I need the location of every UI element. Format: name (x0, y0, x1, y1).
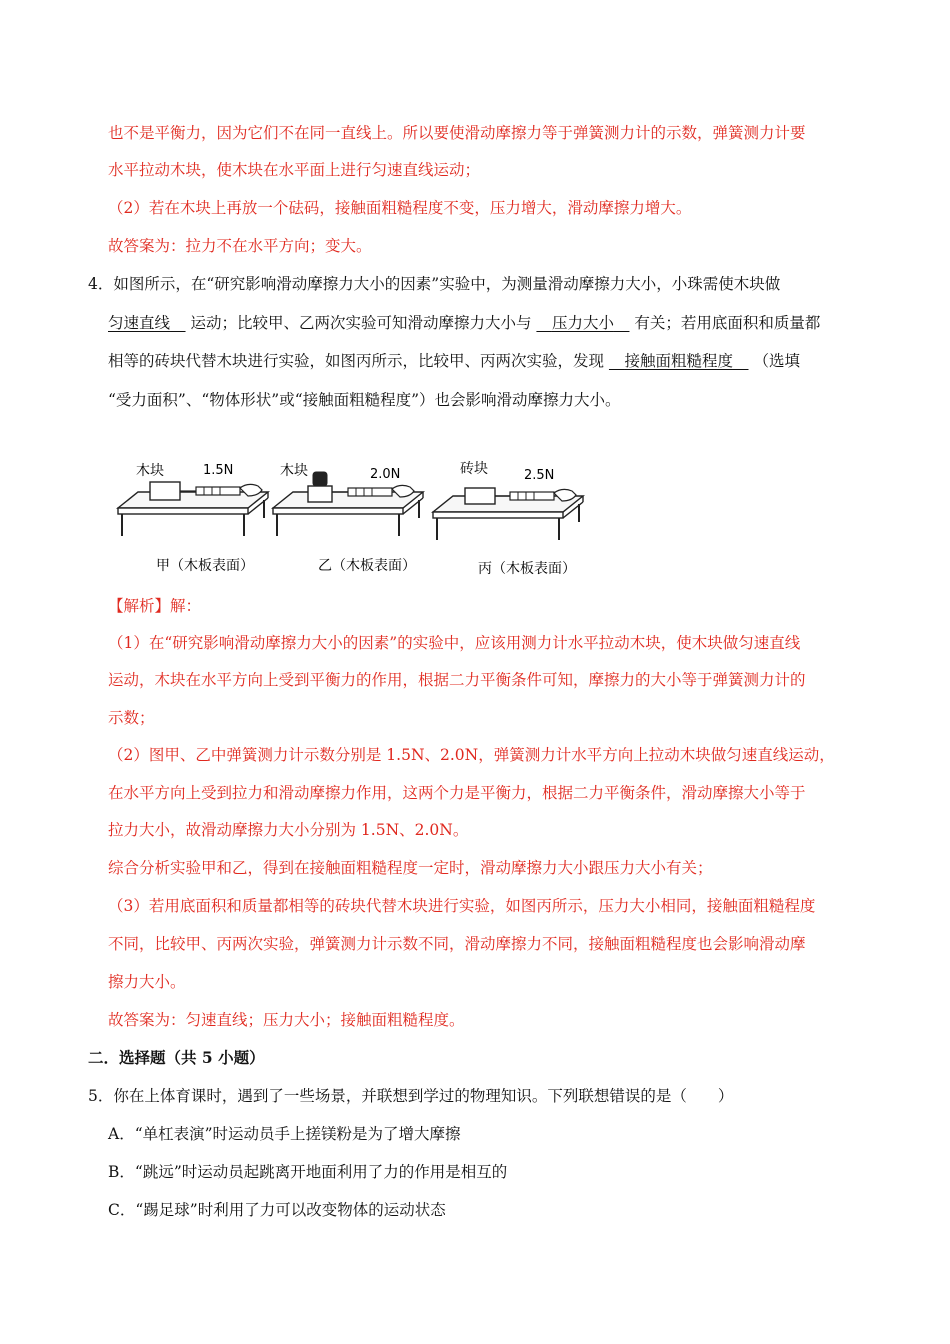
question-4-text: 相等的砖块代替木块进行实验，如图丙所示，比较甲、丙两次实验，发现 (108, 352, 605, 370)
answer-blank-2: 压力大小 (551, 314, 614, 332)
experiment-figure (108, 452, 608, 582)
option-b: B．“跳远”时运动员起跳离开地面利用了力的作用是相互的 (108, 1163, 508, 1181)
board-edge (433, 512, 563, 518)
answer-blank-3: 接触面粗糙程度 (624, 352, 733, 370)
answer-blank-1: 匀速直线 (108, 314, 171, 332)
analysis-line: 综合分析实验甲和乙，得到在接触面粗糙程度一定时，滑动摩擦力大小跟压力大小有关； (108, 859, 713, 877)
analysis-line: （2）图甲、乙中弹簧测力计示数分别是 1.5N、2.0N，弹簧测力计水平方向上拉动木块做匀速直线运动， (108, 746, 835, 764)
analysis-line: 运动，木块在水平方向上受到平衡力的作用，根据二力平衡条件可知，摩擦力的大小等于弹簧测力计的 (108, 671, 806, 689)
panel-bing (433, 461, 583, 577)
board-edge (273, 508, 403, 514)
analysis-line: 示数； (108, 709, 155, 727)
question-4-text: 运动；比较甲、乙两次实验可知滑动摩擦力大小与 (190, 314, 532, 332)
answer-line-1: 也不是平衡力，因为它们不在同一直线上。所以要使滑动摩擦力等于弹簧测力计的示数，弹簧测力计要 (108, 124, 806, 142)
spring-scale (510, 492, 554, 500)
brick-block (465, 488, 495, 504)
wood-block (150, 482, 180, 500)
weight-icon (313, 472, 327, 486)
spring-scale (196, 487, 240, 495)
analysis-line: 擦力大小。 (108, 973, 186, 991)
panel-caption: 甲（木板表面） (156, 558, 254, 574)
question-4-line-1: 4．如图所示，在“研究影响滑动摩擦力大小的因素”实验中，为测量滑动摩擦力大小，小珠需使木块做 (88, 275, 781, 293)
force-label: 2.0N (370, 467, 401, 482)
analysis-line: 在水平方向上受到拉力和滑动摩擦力作用，这两个力是平衡力，根据二力平衡条件，滑动摩擦大小等于 (108, 784, 806, 802)
wood-block (308, 486, 332, 502)
question-5-stem: 5．你在上体育课时，遇到了一些场景，并联想到学过的物理知识。下列联想错误的是（ ） (88, 1087, 734, 1105)
option-c: C．“踢足球”时利用了力可以改变物体的运动状态 (108, 1201, 446, 1219)
panel-caption: 丙（木板表面） (478, 561, 576, 577)
analysis-line: 不同，比较甲、丙两次实验，弹簧测力计示数不同，滑动摩擦力不同，接触面粗糙程度也会影响滑动摩 (108, 935, 806, 953)
option-a: A．“单杠表演”时运动员手上搓镁粉是为了增大摩擦 (108, 1125, 461, 1143)
section-title: 二．选择题（共 5 小题） (88, 1048, 265, 1067)
panel-caption: 乙（木板表面） (318, 558, 416, 574)
panel-jia (118, 462, 268, 574)
board-edge (118, 508, 248, 514)
analysis-line: 拉力大小，故滑动摩擦力大小分别为 1.5N、2.0N。 (108, 821, 469, 839)
question-4-line-4: “受力面积”、“物体形状”或“接触面粗糙程度”）也会影响滑动摩擦力大小。 (108, 391, 621, 409)
question-4-text: （选填 (753, 352, 800, 370)
analysis-heading: 【解析】解： (108, 597, 202, 615)
answer-line-3: （2）若在木块上再放一个砝码，接触面粗糙程度不变，压力增大，滑动摩擦力增大。 (108, 199, 692, 217)
force-label: 2.5N (524, 468, 555, 483)
analysis-answer: 故答案为：匀速直线；压力大小；接触面粗糙程度。 (108, 1011, 465, 1029)
answer-summary-3: 故答案为：拉力不在水平方向；变大。 (108, 237, 372, 255)
analysis-line: （1）在“研究影响滑动摩擦力大小的因素”的实验中，应该用测力计水平拉动木块，使木块做匀速直线 (108, 634, 801, 652)
question-4-text: 有关；若用底面积和质量都 (634, 314, 821, 332)
object-label: 砖块 (460, 461, 488, 477)
panel-yi (273, 462, 423, 574)
question-4-line-2 (108, 313, 820, 333)
analysis-tag: 【解析】 (108, 597, 171, 615)
question-4-line-3 (108, 351, 800, 371)
object-label: 木块 (280, 463, 308, 479)
answer-line-2: 水平拉动木块，使木块在水平面上进行匀速直线运动； (108, 161, 481, 179)
spring-scale (348, 488, 392, 496)
analysis-line: （3）若用底面积和质量都相等的砖块代替木块进行实验，如图丙所示，压力大小相同，接触面粗糙程度 (108, 897, 816, 915)
object-label: 木块 (136, 463, 164, 479)
force-label: 1.5N (203, 463, 234, 478)
board-surface (118, 492, 268, 508)
